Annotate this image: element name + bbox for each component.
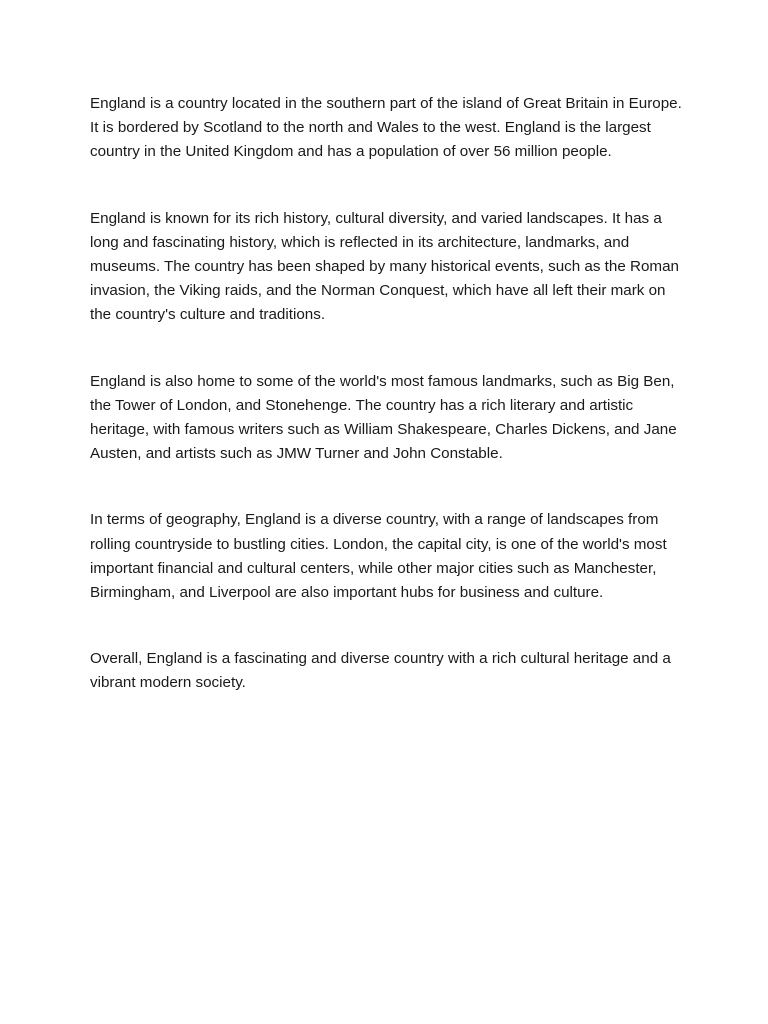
document-body bbox=[90, 92, 690, 738]
paragraph-geography: In terms of geography, England is a diverse country, with a range of landscapes from rolling countryside to bustling cities. London, the capital city, is one of the world's most important financial and cultural centers, while other major cities such as Manchester, Birmingham, and Liverpool are also important hubs for business and culture. bbox=[90, 511, 667, 602]
paragraph-intro: England is a country located in the southern part of the island of Great Britain in Europe. It is bordered by Scotland to the north and Wales to the west. England is the largest country in the United Kingdom and has a population of over 56 million people. bbox=[90, 95, 682, 161]
paragraph-landmarks: England is also home to some of the world's most famous landmarks, such as Big Ben, the Tower of London, and Stonehenge. The country has a rich literary and artistic heritage, with famous writers such as William Shakespeare, Charles Dickens, and Jane Austen, and artists such as JMW Turner and John Constable. bbox=[90, 372, 677, 463]
paragraph-history: England is known for its rich history, cultural diversity, and varied landscapes. It has a long and fascinating history, which is reflected in its architecture, landmarks, and museums. The country has been shaped by many historical events, such as the Roman invasion, the Viking raids, and the Norman Conquest, which have all left their mark on the country's culture and traditions. bbox=[90, 209, 679, 324]
paragraph-conclusion: Overall, England is a fascinating and diverse country with a rich cultural heritage and a vibrant modern society. bbox=[90, 650, 671, 692]
